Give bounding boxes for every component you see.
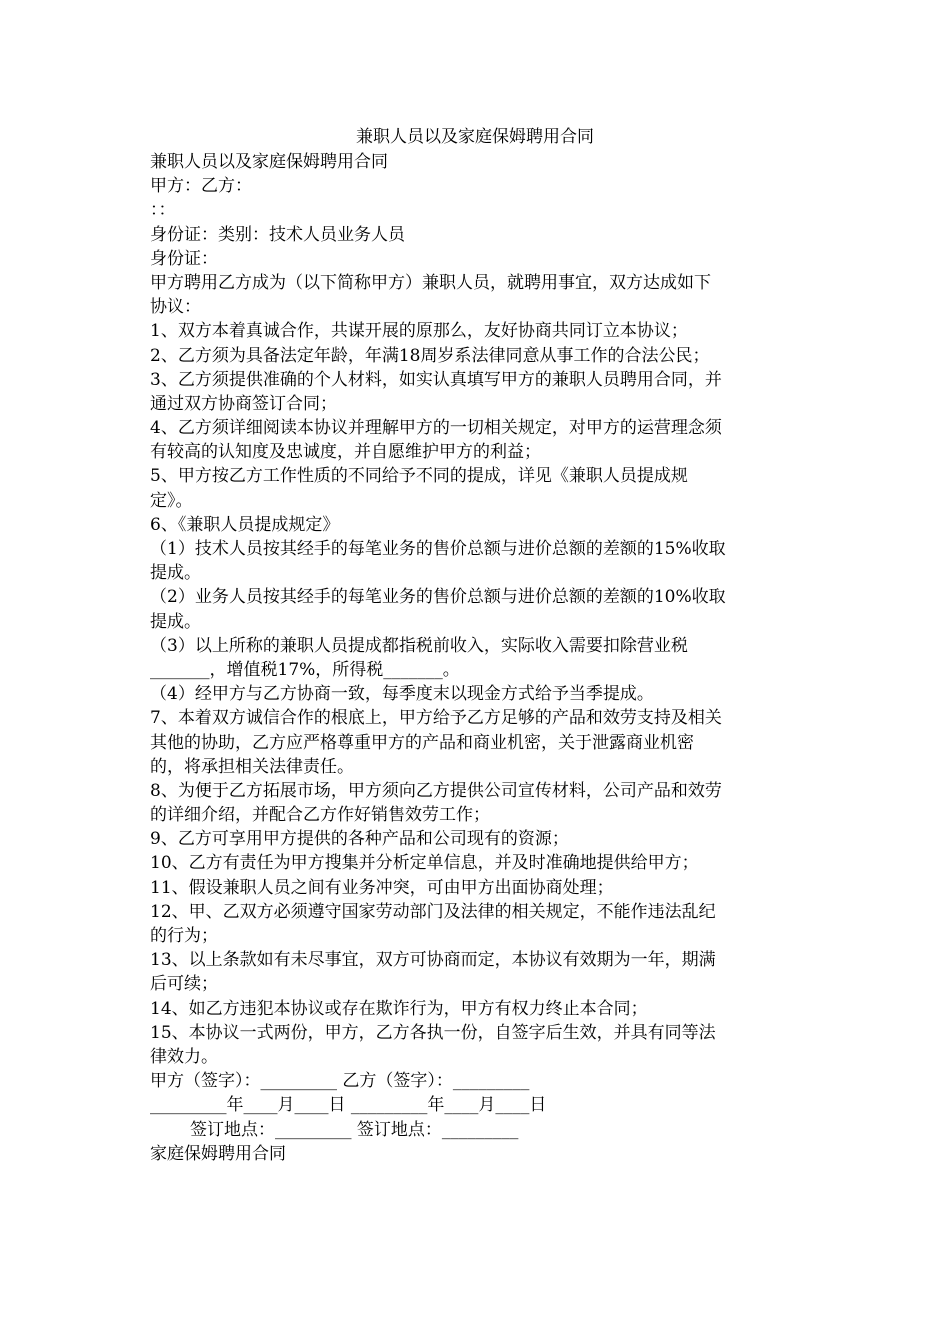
document-body <box>150 150 800 1166</box>
clause-line: 4、乙方须详细阅读本协议并理解甲方的一切相关规定，对甲方的运营理念须 <box>150 418 722 439</box>
sub-clause-line: _______，增值税17%，所得税_______。 <box>150 659 460 680</box>
signing-place-line: 签订地点：_________ 签订地点：_________ <box>190 1119 519 1140</box>
id-category-line: 身份证：类别：技术人员业务人员 <box>150 224 405 245</box>
clause-line: 9、乙方可享用甲方提供的各种产品和公司现有的资源； <box>150 829 569 850</box>
clause-line: 3、乙方须提供准确的个人材料，如实认真填写甲方的兼职人员聘用合同，并 <box>150 369 722 390</box>
sub-clause-line: （2）业务人员按其经手的每笔业务的售价总额与进价总额的差额的10%收取 <box>150 587 726 608</box>
clause-line: 后可续； <box>150 974 218 995</box>
clause-line: 14、如乙方违犯本协议或存在欺诈行为，甲方有权力终止本合同； <box>150 998 648 1019</box>
clause-line: 有较高的认知度及忠诚度，并自愿维护甲方的利益； <box>150 442 541 463</box>
id-line: 身份证： <box>150 248 218 269</box>
next-section-heading: 家庭保姆聘用合同 <box>150 1143 286 1164</box>
clause-line: 定》。 <box>150 490 193 511</box>
clause-line: 的，将承担相关法律责任。 <box>150 756 354 777</box>
preamble-line: 甲方聘用乙方成为（以下简称甲方）兼职人员，就聘用事宜，双方达成如下 <box>150 272 711 293</box>
clause-line: 的详细介绍，并配合乙方作好销售效劳工作； <box>150 805 490 826</box>
clause-line: 10、乙方有责任为甲方搜集并分析定单信息，并及时准确地提供给甲方； <box>150 853 699 874</box>
subtitle-line: 兼职人员以及家庭保姆聘用合同 <box>150 152 388 172</box>
clause-line: 11、假设兼职人员之间有业务冲突，可由甲方出面协商处理； <box>150 877 614 898</box>
sub-clause-line: 提成。 <box>150 563 201 584</box>
document-title: 兼职人员以及家庭保姆聘用合同 <box>356 127 594 147</box>
sub-clause-line: 提成。 <box>150 611 201 632</box>
preamble-line: 协议： <box>150 297 201 318</box>
clause-line: 8、为便于乙方拓展市场，甲方须向乙方提供公司宣传材料，公司产品和效劳 <box>150 780 722 801</box>
clause-line: 的行为； <box>150 926 218 946</box>
signature-line: 甲方（签字）：_________ 乙方（签字）：_________ <box>150 1071 530 1092</box>
clause-line: 1、双方本着真诚合作，共谋开展的原那么，友好协商共同订立本协议； <box>150 321 688 342</box>
sub-clause-line: （4）经甲方与乙方协商一致，每季度末以现金方式给予当季提成。 <box>150 684 654 705</box>
clause-line: 5、甲方按乙方工作性质的不同给予不同的提成，详见《兼职人员提成规 <box>150 466 688 487</box>
clause-line: 12、甲、乙双方必须遵守国家劳动部门及法律的相关规定，不能作违法乱纪 <box>150 901 716 922</box>
date-line: _________年____月____日 _________年____月____日 <box>150 1095 547 1116</box>
party-colon-line: ：： <box>150 200 176 221</box>
clause-line: 7、本着双方诚信合作的根底上，甲方给予乙方足够的产品和效劳支持及相关 <box>150 708 722 729</box>
sub-clause-line: （1）技术人员按其经手的每笔业务的售价总额与进价总额的差额的15%收取 <box>150 539 726 559</box>
clause-line: 6、《兼职人员提成规定》 <box>150 514 340 535</box>
clause-line: 15、本协议一式两份，甲方，乙方各执一份，自签字后生效，并具有同等法 <box>150 1022 716 1043</box>
sub-clause-line: （3）以上所称的兼职人员提成都指税前收入，实际收入需要扣除营业税 <box>150 635 688 656</box>
party-line: 甲方：乙方： <box>150 176 252 197</box>
clause-line: 律效力。 <box>150 1046 218 1067</box>
clause-line: 通过双方协商签订合同； <box>150 393 337 414</box>
clause-line: 其他的协助，乙方应严格尊重甲方的产品和商业机密，关于泄露商业机密 <box>150 732 694 753</box>
clause-line: 2、乙方须为具备法定年龄，年满18周岁系法律同意从事工作的合法公民； <box>150 345 710 366</box>
clause-line: 13、以上条款如有未尽事宜，双方可协商而定，本协议有效期为一年，期满 <box>150 950 716 971</box>
